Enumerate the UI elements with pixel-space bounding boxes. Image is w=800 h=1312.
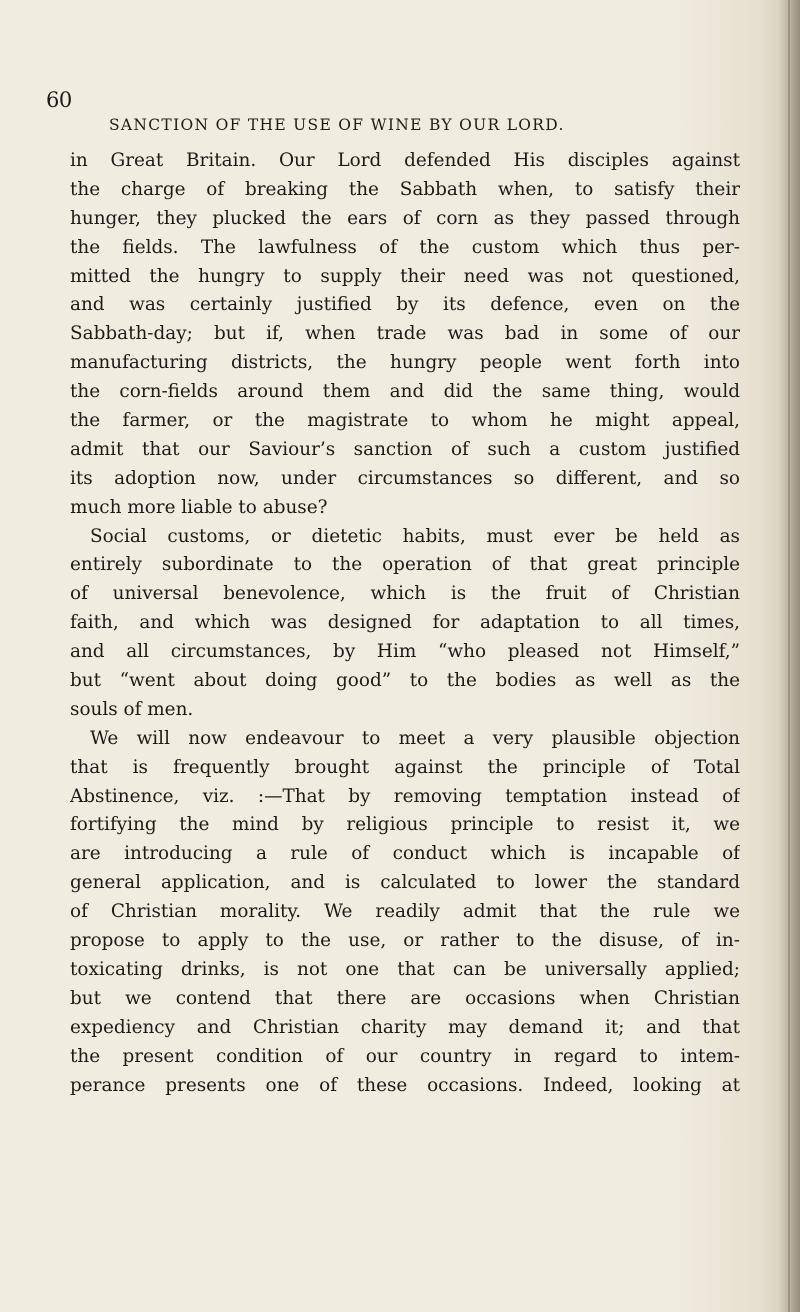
text-line: perance presents one of these occasions. Indeed, looking at bbox=[70, 1074, 740, 1096]
text-line: are introducing a rule of conduct which is incapable of bbox=[70, 843, 740, 865]
text-line: the fields. The lawfulness of the custom which thus per- bbox=[70, 236, 740, 258]
text-line: Abstinence, viz. :—That by removing temptation instead of bbox=[70, 785, 740, 807]
running-title: SANCTION OF THE USE OF WINE BY OUR LORD. bbox=[109, 116, 565, 134]
text-line: We will now endeavour to meet a very plausible objection bbox=[90, 727, 740, 749]
text-line: Social customs, or dietetic habits, must ever be held as bbox=[90, 525, 740, 547]
text-line: much more liable to abuse? bbox=[70, 496, 328, 518]
page-number: 60 bbox=[46, 88, 72, 112]
text-line: hunger, they plucked the ears of corn as they passed through bbox=[70, 207, 740, 229]
text-line: its adoption now, under circumstances so different, and so bbox=[70, 467, 740, 489]
text-line: and all circumstances, by Him “who pleased not Himself,” bbox=[70, 641, 740, 663]
text-line: but we contend that there are occasions when Christian bbox=[70, 987, 740, 1009]
text-line: of universal benevolence, which is the fruit of Christian bbox=[70, 583, 740, 605]
text-line: and was certainly justified by its defence, even on the bbox=[70, 294, 740, 316]
text-line: manufacturing districts, the hungry people went forth into bbox=[70, 352, 740, 374]
text-line: expediency and Christian charity may demand it; and that bbox=[70, 1016, 740, 1038]
text-line: propose to apply to the use, or rather to the disuse, of in- bbox=[70, 930, 740, 952]
text-line: souls of men. bbox=[70, 698, 194, 720]
text-line: toxicating drinks, is not one that can be universally applied; bbox=[70, 958, 740, 980]
text-line: admit that our Saviour’s sanction of such a custom justified bbox=[70, 438, 740, 460]
text-line: the charge of breaking the Sabbath when, to satisfy their bbox=[70, 178, 740, 200]
text-line: in Great Britain. Our Lord defended His disciples against bbox=[70, 150, 740, 171]
text-line: general application, and is calculated to lower the standard bbox=[70, 872, 740, 894]
text-line: the corn-fields around them and did the same thing, would bbox=[70, 381, 740, 403]
text-line: of Christian morality. We readily admit that the rule we bbox=[70, 901, 740, 923]
text-line: Sabbath-day; but if, when trade was bad in some of our bbox=[70, 323, 740, 345]
text-line: mitted the hungry to supply their need was not questioned, bbox=[70, 265, 740, 287]
text-line: but “went about doing good” to the bodies as well as the bbox=[70, 670, 740, 692]
text-line: faith, and which was designed for adaptation to all times, bbox=[70, 612, 740, 634]
page-edge-line bbox=[788, 0, 790, 1312]
text-line: that is frequently brought against the principle of Total bbox=[70, 756, 740, 778]
text-line: the farmer, or the magistrate to whom he might appeal, bbox=[70, 410, 740, 432]
text-line: entirely subordinate to the operation of that great principle bbox=[70, 554, 740, 576]
text-line: fortifying the mind by religious principle to resist it, we bbox=[70, 814, 740, 836]
body-text bbox=[70, 147, 740, 1100]
text-line: the present condition of our country in regard to intem- bbox=[70, 1045, 740, 1067]
